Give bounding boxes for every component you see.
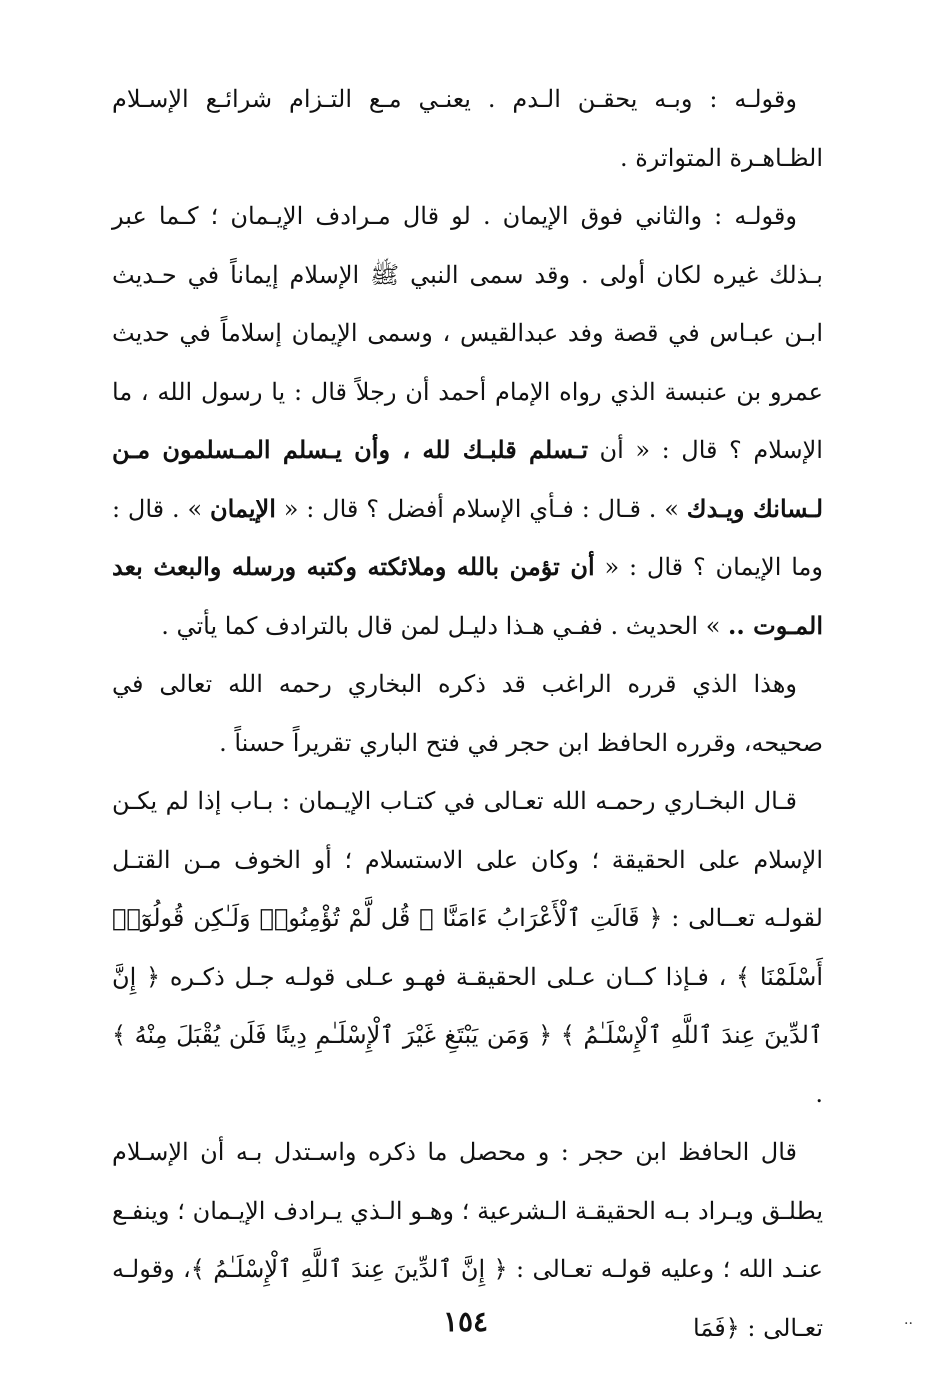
text-segment: قـال البخـاري رحمـه الله تعـالى في كتـاب الإيـمان : بـاب إذا لم يكـن الإسلام على الحقيقة ؛ وكان على الاستسلام ؛ أو الخوف مـن القتـل لقولـه تعــالى : ﴿ قَالَتِ ٱلْأَعْرَابُ ءَامَنَّا ۖ قُل لَّمْ تُؤْمِنُوا۟ وَلَـٰكِن قُولُوٓا۟ أَسْلَمْنَا ﴾ ، فـإذا كــان عـلى الحقيقـة فهـو عـلى قولـه جـل ذكـره ﴿ إِنَّ ٱلدِّينَ عِندَ ٱللَّهِ ٱلْإِسْلَـٰمُ ﴾ ﴿ وَمَن يَبْتَغِ غَيْرَ ٱلْإِسْلَـٰمِ دِينًا فَلَن يُقْبَلَ مِنْهُ ﴾ . [112,787,823,1108]
text-segment: قال الحافظ ابن حجر : و محصل ما ذكره واسـتدل بـه أن الإسـلام يطلـق ويـراد بـه الحقيقـة الـشرعية ؛ وهـو الـذي يـرادف الإيـمان ؛ وينفـع عنـد الله ؛ وعليه قولـه تعـالى : ﴿ إِنَّ ٱلدِّينَ عِندَ ٱللَّهِ ٱلْإِسْلَـٰمُ ﴾، وقولـه تعـالى : ﴿فَمَا [112,1138,823,1342]
body-text [112,70,823,1357]
text-segment: » الحديث . ففـي هـذا دليـل لمن قال بالترادف كما يأتي . [161,611,729,640]
paragraph-1 [112,70,823,187]
text-segment: » . قال : وما الإيمان ؟ قال : « [112,494,823,581]
text-segment: وقولـه : والثاني فوق الإيمان . لو قال مـرادف الإيـمان ؛ كـما عبر بـذلك غيره لكان أولى . وقد سمى النبي ﷺ الإسلام إيماناً في حـديث ابـن عبـاس في قصة وفد عبدالقيس ، وسمى الإيمان إسلاماً في حديث عمرو بن عنبسة الذي رواه الإمام أحمد أن رجلاً قال : يا رسول الله ، ما الإسلام ؟ قال : « أن [112,202,824,464]
paragraph-3 [112,655,823,772]
text-segment: وهذا الذي قرره الراغب قد ذكره البخاري رحمه الله تعالى في صحيحه، وقرره الحافظ ابن حجر في فتح الباري تقريراً حسناً . [112,670,823,757]
page-number: ١٥٤ [442,1305,489,1338]
paragraph-4 [112,772,823,1123]
hadith-quote-bold: الإيمان [210,493,276,523]
paragraph-2 [112,187,823,655]
hadith-quote-bold: تـسلم قلبـك لله ، وأن يـسلم المـسلمون مـن لـسانك ويـدك [112,435,824,523]
text-segment: » . قـال : فـأي الإسلام أفضل ؟ قال : « [275,494,687,523]
text-segment: وقولـه : وبـه يحقـن الـدم . يعنـي مـع التـزام شرائـع الإسـلام الظـاهـرة المتواترة . [112,85,823,172]
corner-mark: .. [904,1312,913,1328]
hadith-quote-bold: أن تؤمن بالله وملائكته وكتبه ورسله والبعث بعد المـوت .. [112,552,823,640]
